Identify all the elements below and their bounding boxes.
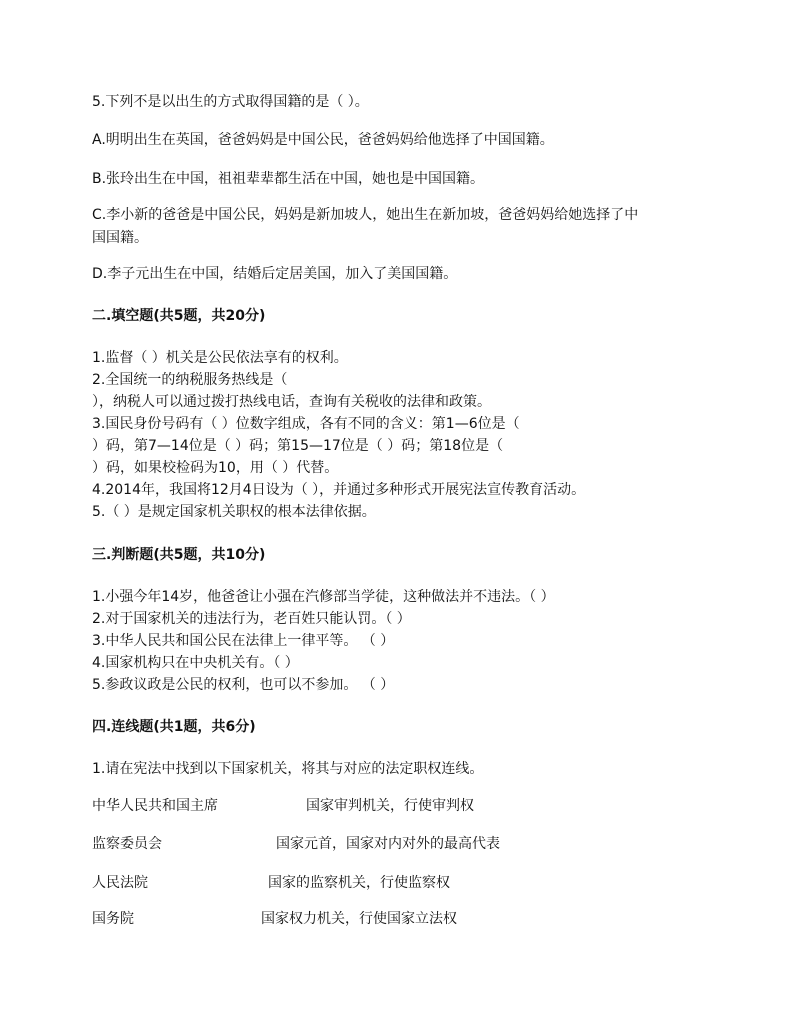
- section-heading-match: 四.连线题(共1题，共6分): [92, 719, 256, 735]
- match-right-3: 国家的监察机关，行使监察权: [268, 875, 450, 891]
- fill-line-8: 5.（ ）是规定国家机关职权的根本法律依据。: [92, 504, 376, 520]
- option-c: C.李小新的爸爸是中国公民，妈妈是新加坡人，她出生在新加坡，爸爸妈妈给她选择了中: [92, 207, 639, 223]
- option-d: D.李子元出生在中国，结婚后定居美国，加入了美国国籍。: [92, 266, 458, 282]
- fill-line-6: ）码，如果校检码为10，用（ ）代替。: [92, 460, 339, 476]
- fill-line-2: 2.全国统一的纳税服务热线是（: [92, 372, 288, 388]
- judge-line-3: 3.中华人民共和国公民在法律上一律平等。 （ ）: [92, 633, 395, 649]
- judge-line-5: 5.参政议政是公民的权利，也可以不参加。 （ ）: [92, 677, 395, 693]
- match-instruction: 1.请在宪法中找到以下国家机关，将其与对应的法定职权连线。: [92, 761, 484, 777]
- judge-line-2: 2.对于国家机关的违法行为，老百姓只能认罚。（ ）: [92, 611, 411, 627]
- match-left-1: 中华人民共和国主席: [92, 798, 218, 814]
- judge-line-1: 1.小强今年14岁，他爸爸让小强在汽修部当学徒，这种做法并不违法。（ ）: [92, 589, 555, 605]
- match-right-2: 国家元首，国家对内对外的最高代表: [276, 836, 500, 852]
- match-right-4: 国家权力机关，行使国家立法权: [261, 911, 457, 927]
- fill-line-7: 4.2014年，我国将12月4日设为（ ），并通过多种形式开展宪法宣传教育活动。: [92, 482, 586, 498]
- match-left-2: 监察委员会: [92, 836, 162, 852]
- match-left-3: 人民法院: [92, 875, 148, 891]
- match-right-1: 国家审判机关，行使审判权: [306, 798, 474, 814]
- fill-line-4: 3.国民身份号码有（ ）位数字组成，各有不同的含义：第1—6位是（: [92, 416, 520, 432]
- option-a: A.明明出生在英国，爸爸妈妈是中国公民，爸爸妈妈给他选择了中国国籍。: [92, 132, 554, 148]
- section-heading-judge: 三.判断题(共5题，共10分): [92, 547, 266, 563]
- option-b: B.张玲出生在中国，祖祖辈辈都生活在中国，她也是中国国籍。: [92, 171, 485, 187]
- match-left-4: 国务院: [92, 911, 134, 927]
- fill-line-3: ），纳税人可以通过拨打热线电话，查询有关税收的法律和政策。: [92, 394, 491, 410]
- option-c-continued: 国国籍。: [92, 230, 148, 246]
- section-heading-fill: 二.填空题(共5题，共20分): [92, 308, 266, 324]
- fill-line-1: 1.监督（ ）机关是公民依法享有的权利。: [92, 350, 348, 366]
- question-5-stem: 5.下列不是以出生的方式取得国籍的是（ ）。: [92, 94, 369, 110]
- fill-line-5: ）码，第7—14位是（ ）码；第15—17位是（ ）码；第18位是（: [92, 438, 504, 454]
- judge-line-4: 4.国家机构只在中央机关有。（ ）: [92, 655, 299, 671]
